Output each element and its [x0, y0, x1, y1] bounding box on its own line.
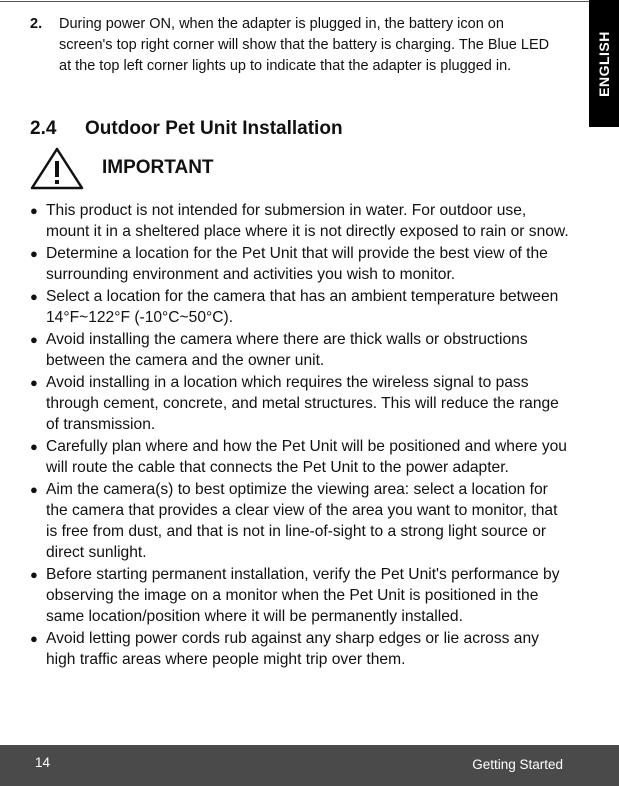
precautions-list — [30, 200, 570, 671]
section-heading — [30, 118, 343, 140]
list-item — [30, 286, 570, 328]
list-item — [30, 200, 570, 242]
bullet-dot-icon: ● — [30, 332, 38, 347]
list-item-text: Determine a location for the Pet Unit that will provide the best view of the surrounding environment and activities you wish to monitor. — [46, 245, 548, 283]
list-item-text: Avoid installing the camera where there are thick walls or obstructions between the camera and the owner unit. — [46, 331, 528, 369]
list-item — [30, 372, 570, 435]
list-item — [30, 479, 570, 563]
bullet-dot-icon: ● — [30, 203, 38, 218]
step-item — [30, 14, 558, 77]
top-rule — [0, 1, 589, 2]
warning-triangle-icon — [30, 146, 84, 190]
list-item — [30, 329, 570, 371]
bullet-dot-icon: ● — [30, 246, 38, 261]
list-item — [30, 628, 570, 670]
step-text: During power ON, when the adapter is plugged in, the battery icon on screen's top right corner will show that the battery is charging. The Blue LED at the top left corner lights up to indicate that the adapter is plugged in. — [59, 16, 550, 74]
list-item-text: Carefully plan where and how the Pet Unit will be positioned and where you will route the cable that connects the Pet Unit to the power adapter. — [46, 438, 567, 476]
bullet-dot-icon: ● — [30, 482, 38, 497]
language-tab-label: ENGLISH — [596, 30, 613, 97]
list-item — [30, 436, 570, 478]
bullet-dot-icon: ● — [30, 375, 38, 390]
section-number: 2.4 — [30, 118, 57, 139]
list-item — [30, 243, 570, 285]
footer-title: Getting Started — [472, 757, 563, 772]
important-label: IMPORTANT — [102, 157, 214, 178]
section-title: Outdoor Pet Unit Installation — [85, 118, 343, 139]
language-tab — [589, 0, 619, 127]
list-item-text: Before starting permanent installation, verify the Pet Unit's performance by observing the image on a monitor when the Pet Unit is positioned in the same location/position where it will be permanently installed. — [46, 566, 560, 625]
list-item-text: Avoid letting power cords rub against any sharp edges or lie across any high traffic areas where people might trip over them. — [46, 630, 539, 668]
bullet-dot-icon: ● — [30, 289, 38, 304]
list-item-text: Select a location for the camera that has an ambient temperature between 14°F~122°F (-10°C~50°C). — [46, 288, 559, 326]
page-footer — [0, 745, 619, 786]
step-number: 2. — [30, 16, 43, 32]
list-item — [30, 564, 570, 627]
bullet-dot-icon: ● — [30, 439, 38, 454]
list-item-text: Aim the camera(s) to best optimize the viewing area: select a location for the camera that provides a clear view of the area you want to monitor, that is free from dust, and that is not in line-of-sight to a strong light source or direct sunlight. — [46, 481, 558, 561]
bullet-dot-icon: ● — [30, 631, 38, 646]
page-number: 14 — [35, 755, 51, 770]
important-notice — [30, 146, 214, 190]
bullet-dot-icon: ● — [30, 567, 38, 582]
list-item-text: This product is not intended for submersion in water. For outdoor use, mount it in a sheltered place where it is not directly exposed to rain or snow. — [46, 202, 569, 240]
list-item-text: Avoid installing in a location which requires the wireless signal to pass through cement, concrete, and metal structures. This will reduce the range of transmission. — [46, 374, 559, 433]
